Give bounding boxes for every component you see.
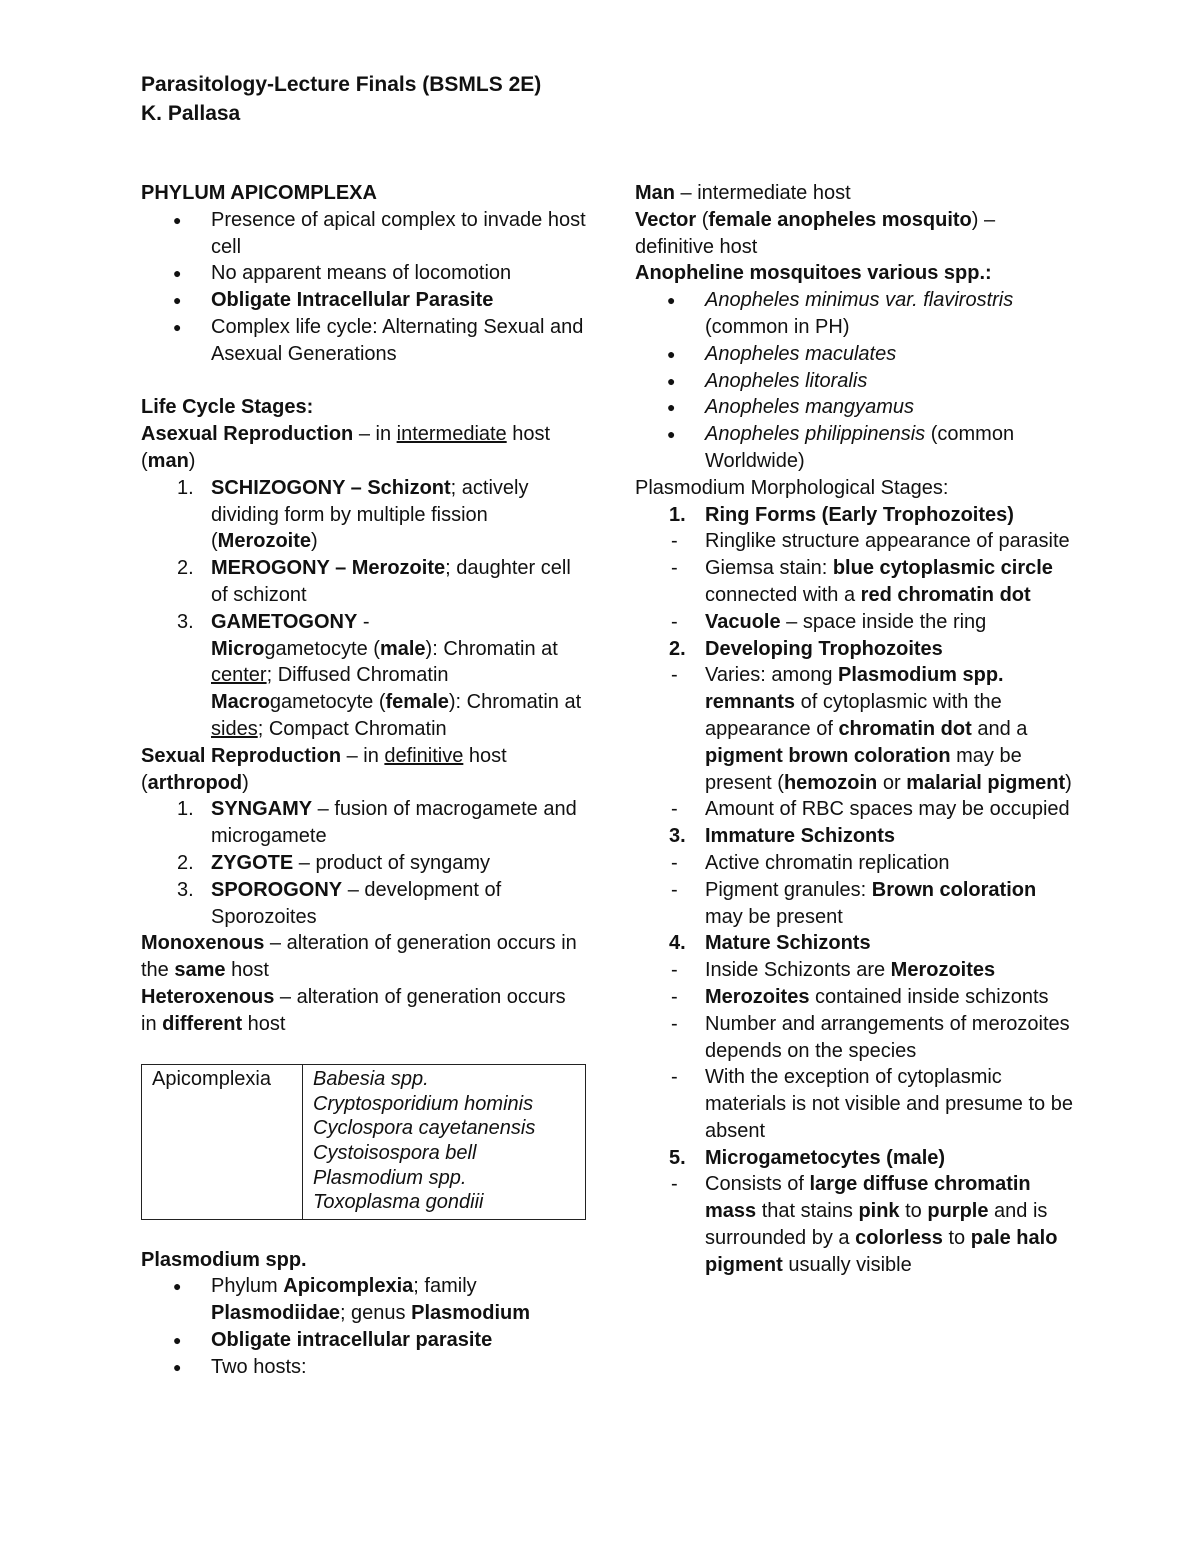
bullet-icon: ● xyxy=(667,426,676,443)
list-item: ● Complex life cycle: Alternating Sexual and Asexual Generations xyxy=(173,315,584,365)
bullet-icon: ● xyxy=(667,345,676,362)
list-item: - Varies: among Plasmodium spp. remnants of cytoplasmic with the appearance of chromatin dot and a pigment brown coloration may be present (hemozoin or malarial pigment) xyxy=(671,664,1072,794)
asexual-reproduction: Asexual Reproduction – in intermediate host (man) xyxy=(141,423,551,472)
list-item: - Pigment granules: Brown coloration may be present xyxy=(671,878,1037,928)
anopheline-heading: Anopheline mosquitoes various spp.: xyxy=(635,262,992,285)
list-item: ● Anopheles litoralis xyxy=(635,368,1075,395)
heteroxenous-definition: Heteroxenous – alteration of generation occurs in different host xyxy=(141,985,566,1035)
phylum-heading: PHYLUM APICOMPLEXA xyxy=(141,182,377,204)
list-item: - Ringlike structure appearance of parasite xyxy=(671,530,1070,553)
sexual-reproduction: Sexual Reproduction – in definitive host (arthropod) xyxy=(141,744,507,794)
list-item: - Inside Schizonts are Merozoites xyxy=(671,959,996,982)
list-item: - With the exception of cytoplasmic materials is not visible and presume to be absent xyxy=(671,1066,1073,1142)
list-item: 1. SCHIZOGONY – Schizont; actively dividing form by multiple fission (Merozoite) xyxy=(177,476,529,553)
table-species-cell: Babesia spp. Cryptosporidium hominis Cyclospora cayetanensis Cystoisospora bell Plasmodium spp. Toxoplasma gondiii xyxy=(303,1065,586,1220)
left-column xyxy=(141,180,586,1381)
microgametocyte-note: Microgametocyte (male): Chromatin at center; Diffused Chromatin xyxy=(211,637,558,687)
bullet-icon: ● xyxy=(667,372,676,389)
table-row xyxy=(142,1065,586,1220)
morph-heading: Plasmodium Morphological Stages: xyxy=(635,476,949,499)
bullet-icon: ● xyxy=(173,265,182,282)
bullet-icon: ● xyxy=(173,318,182,335)
list-item: ● Obligate Intracellular Parasite xyxy=(141,287,586,314)
list-item: 2. ZYGOTE – product of syngamy xyxy=(177,851,491,874)
bullet-icon: ● xyxy=(173,211,182,228)
list-item: ● Obligate intracellular parasite xyxy=(141,1327,586,1354)
bullet-icon: ● xyxy=(173,1358,182,1375)
stage-heading: 4. Mature Schizonts xyxy=(669,932,871,955)
list-item: - Vacuole – space inside the ring xyxy=(671,610,987,633)
list-item: 3. GAMETOGONY - xyxy=(177,610,370,633)
bullet-icon: ● xyxy=(667,399,676,416)
stage-heading: 2. Developing Trophozoites xyxy=(669,637,943,660)
right-column xyxy=(635,180,1075,1279)
life-cycle-heading: Life Cycle Stages: xyxy=(141,396,314,419)
table-label-cell: Apicomplexia xyxy=(142,1065,303,1220)
bullet-icon: ● xyxy=(173,292,182,309)
list-item: - Active chromatin replication xyxy=(671,851,950,874)
apicomplexia-table xyxy=(141,1064,586,1220)
list-item: ● Anopheles minimus var. flavirostris (common in PH) xyxy=(667,289,1014,338)
bullet-icon: ● xyxy=(173,1332,182,1349)
list-item: ● Two hosts: xyxy=(141,1354,586,1381)
list-item: - Amount of RBC spaces may be occupied xyxy=(671,798,1070,821)
list-item: ● Anopheles philippinensis (common Worldwide) xyxy=(667,423,1015,472)
list-item: - Merozoites contained inside schizonts xyxy=(671,985,1049,1008)
list-item: - Giemsa stain: blue cytoplasmic circle connected with a red chromatin dot xyxy=(671,557,1053,606)
macrogametocyte-note: Macrogametocyte (female): Chromatin at sides; Compact Chromatin xyxy=(211,691,582,740)
stage-heading: 1. Ring Forms (Early Trophozoites) xyxy=(669,503,1014,526)
list-item: 1. SYNGAMY – fusion of macrogamete and microgamete xyxy=(177,798,577,848)
plasmodium-heading: Plasmodium spp. xyxy=(141,1248,307,1271)
document-header xyxy=(141,70,541,128)
stage-heading: 3. Immature Schizonts xyxy=(669,825,896,848)
monoxenous-definition: Monoxenous – alteration of generation occurs in the same host xyxy=(141,932,577,982)
vector-host: Vector (female anopheles mosquito) – definitive host xyxy=(635,208,996,258)
stage-heading: 5. Microgametocytes (male) xyxy=(669,1146,946,1169)
list-item: 3. SPOROGONY – development of Sporozoites xyxy=(177,878,502,928)
list-item: ● Presence of apical complex to invade host cell xyxy=(173,208,586,258)
list-item: - Consists of large diffuse chromatin mass that stains pink to purple and is surrounded by a colorless to pale halo pigment usually visible xyxy=(671,1173,1058,1276)
man-host: Man – intermediate host xyxy=(635,182,851,204)
document-title: Parasitology-Lecture Finals (BSMLS 2E) xyxy=(141,73,542,96)
list-item: ● Anopheles mangyamus xyxy=(635,394,1075,421)
bullet-icon: ● xyxy=(173,1278,182,1295)
list-item: ● Phylum Apicomplexia; family Plasmodiidae; genus Plasmodium xyxy=(173,1275,531,1325)
list-item: - Number and arrangements of merozoites depends on the species xyxy=(671,1012,1070,1062)
document-author: K. Pallasa xyxy=(141,102,241,125)
list-item: ● No apparent means of locomotion xyxy=(141,260,586,287)
list-item: ● Anopheles maculates xyxy=(635,341,1075,368)
bullet-icon: ● xyxy=(667,292,676,309)
list-item: 2. MEROGONY – Merozoite; daughter cell of schizont xyxy=(177,557,571,606)
